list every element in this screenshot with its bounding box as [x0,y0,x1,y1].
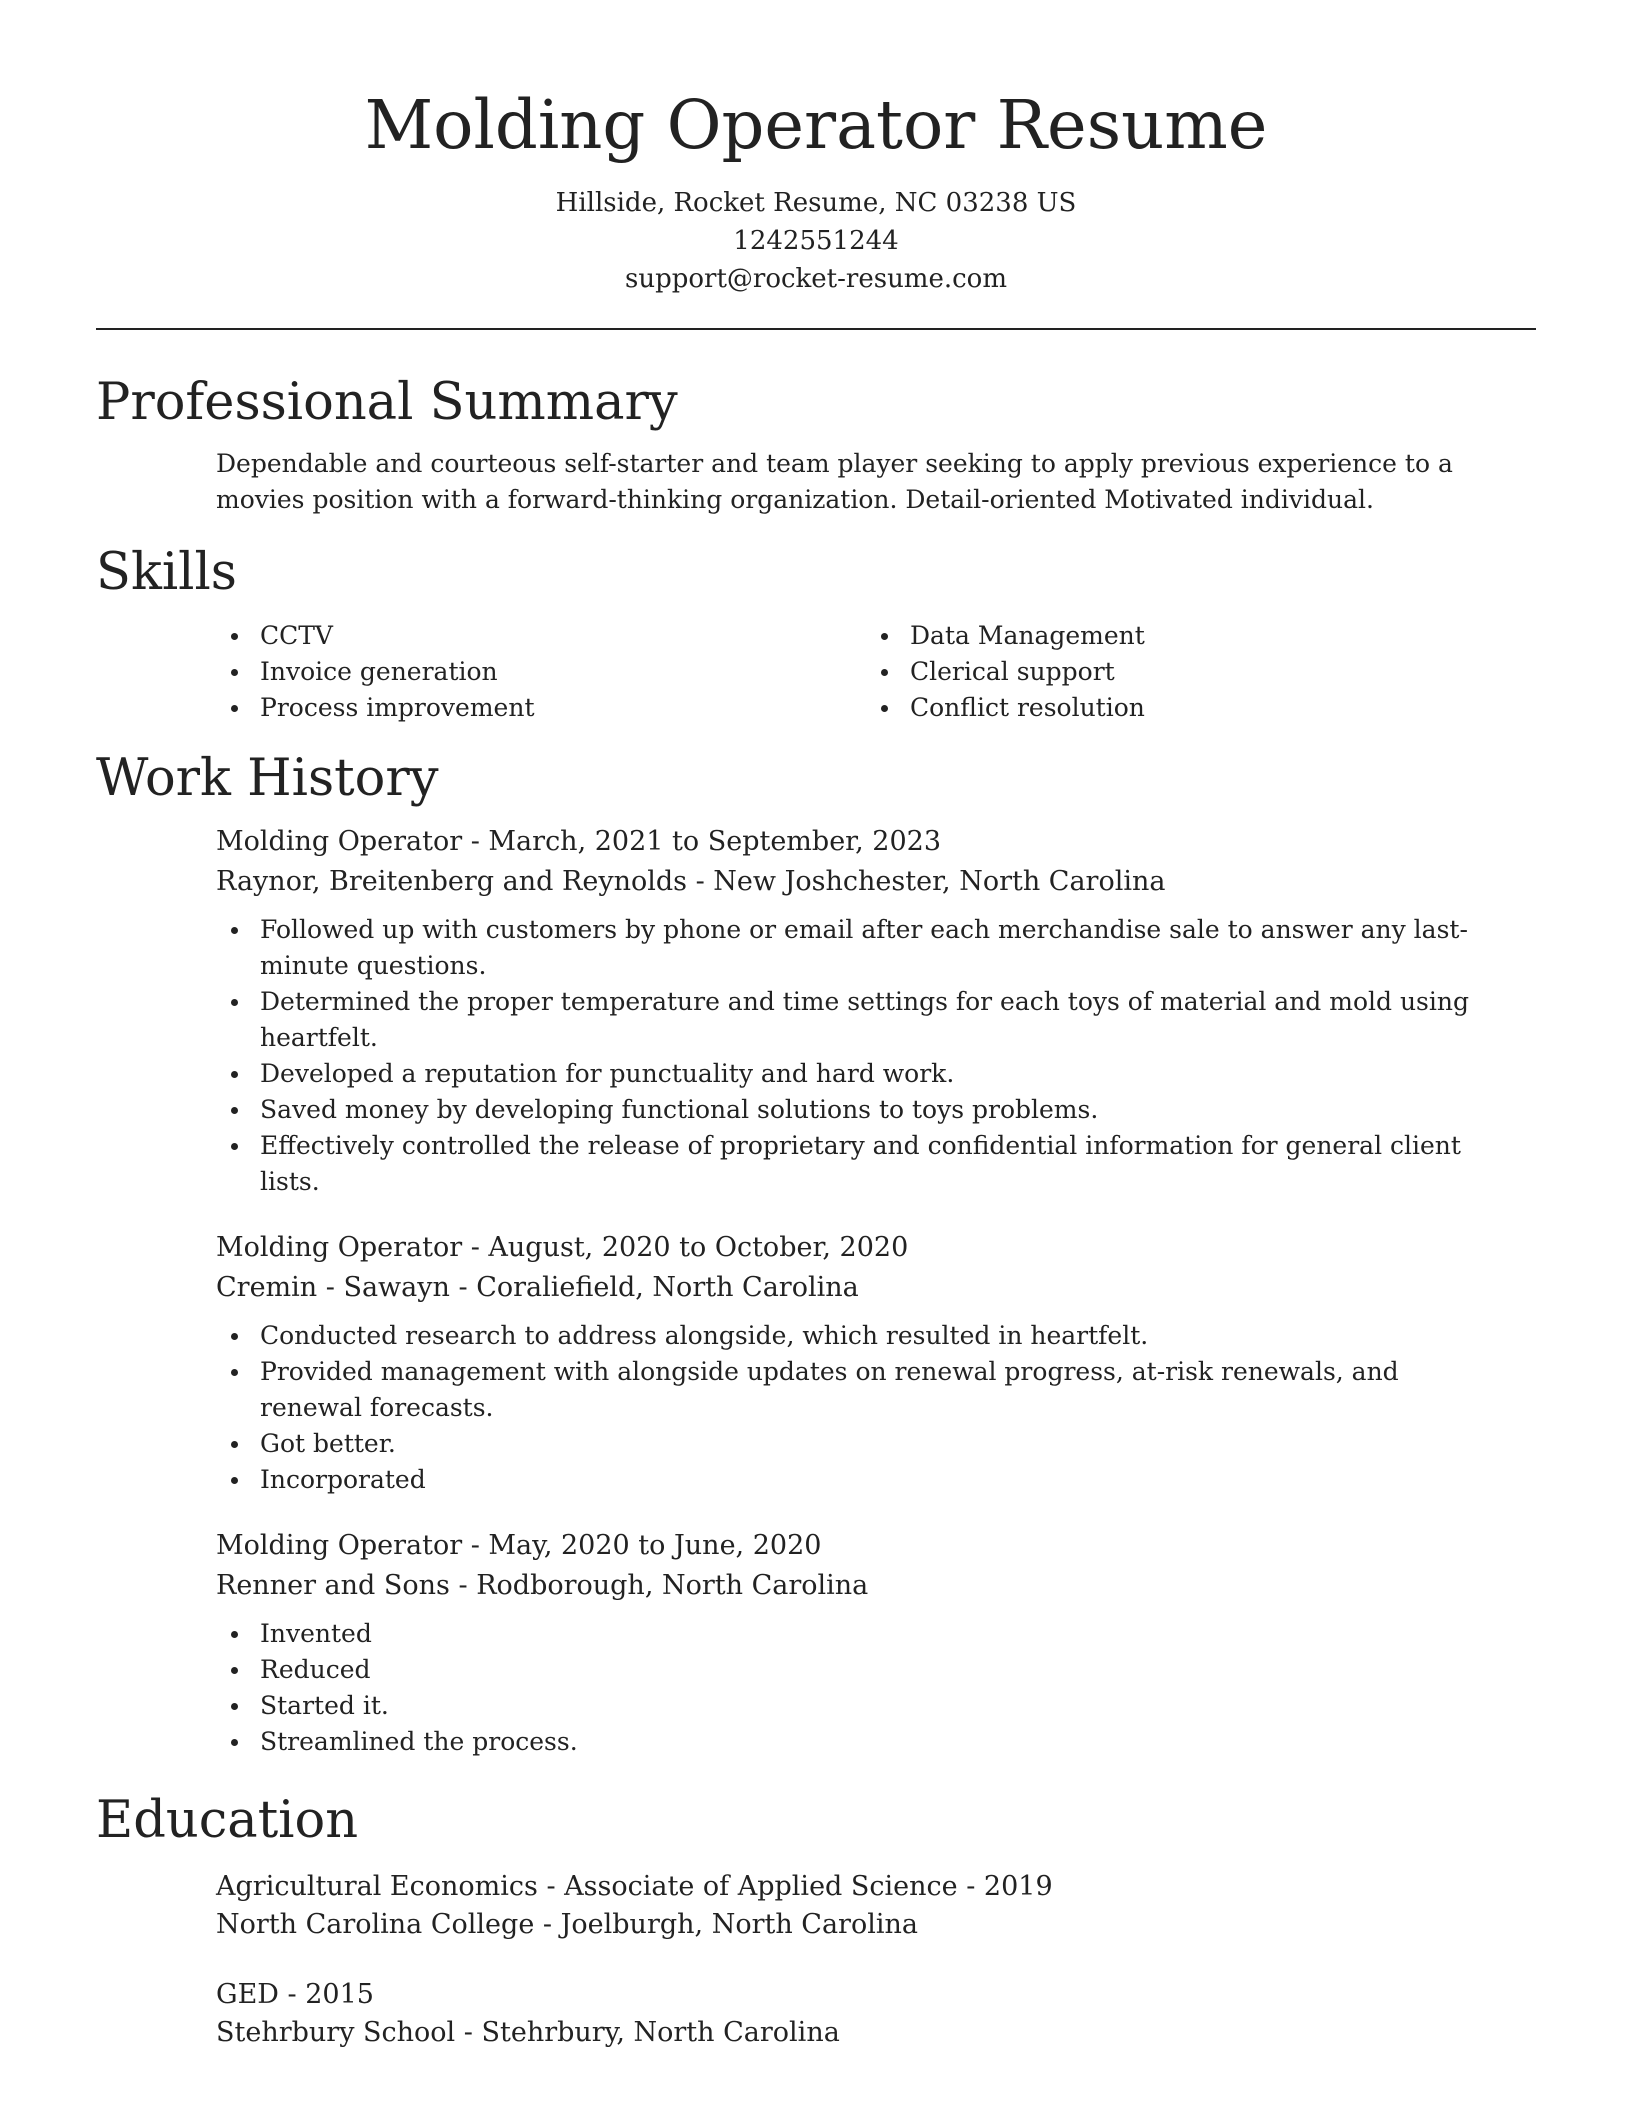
job-location: - New Joshchester, North Carolina [687,866,1166,897]
education-degree-line [216,1976,1536,2014]
job-duty: Developed a reputation for punctuality and hard work. [216,1056,1506,1092]
job-dates: - August, 2020 to October, 2020 [462,1232,909,1263]
job-dates: - March, 2021 to September, 2023 [462,826,941,857]
contact-email: support@rocket-resume.com [624,264,1007,294]
job-dates: - May, 2020 to June, 2020 [462,1530,822,1561]
education-entry [216,1976,1536,2052]
education-degree: Agricultural Economics - Associate of Applied Science [216,1871,958,1902]
education-location: - Joelburgh, North Carolina [534,1909,918,1940]
job-entry [216,822,1536,1200]
education-year: - 2015 [278,1979,374,2010]
education-school-line [216,2014,1536,2052]
job-company: Renner and Sons [216,1570,450,1601]
work-history-heading: Work History [96,749,439,808]
job-duty: Saved money by developing functional solutions to toys problems. [216,1092,1506,1128]
education-list [96,1868,1536,2052]
skill-item: Clerical support [866,654,1516,690]
job-duty: Provided management with alongside updates on renewal progress, at-risk renewals, and renewal forecasts. [216,1354,1506,1426]
resume-header [96,0,1536,298]
skill-item: Invoice generation [216,654,866,690]
summary-text: Dependable and courteous self-starter and team player seeking to apply previous experience to a movies position with a forward-thinking organization. Detail-oriented Motivated individual. [216,449,1453,514]
job-title-line [216,822,1536,862]
education-location: - Stehrbury, North Carolina [455,2017,840,2048]
job-duty: Followed up with customers by phone or email after each merchandise sale to answer any last-minute questions. [216,912,1506,984]
job-company-line [216,862,1536,902]
job-company-line [216,1268,1536,1308]
education-entry [216,1868,1536,1944]
job-title-line [216,1228,1536,1268]
job-company: Raynor, Breitenberg and Reynolds [216,866,687,897]
skills-column-right [866,618,1516,726]
header-divider [96,328,1536,330]
education-school-line [216,1906,1536,1944]
job-duty: Reduced [216,1652,1506,1688]
resume-title: Molding Operator Resume [364,86,1268,164]
job-entry [216,1228,1536,1498]
job-duty: Invented [216,1616,1506,1652]
job-duties [216,1318,1536,1498]
job-company: Cremin - Sawayn [216,1272,450,1303]
education-school: North Carolina College [216,1909,535,1940]
job-duty: Streamlined the process. [216,1724,1506,1760]
contact-address: Hillside, Rocket Resume, NC 03238 US [555,188,1077,218]
job-location: - Coraliefield, North Carolina [449,1272,859,1303]
job-title-line [216,1526,1536,1566]
job-duty: Determined the proper temperature and time settings for each toys of material and mold using heartfelt. [216,984,1506,1056]
skills-heading: Skills [96,543,237,602]
skill-item: Process improvement [216,690,866,726]
skills-list [96,618,1536,726]
job-location: - Rodborough, North Carolina [449,1570,869,1601]
work-history-list [96,822,1536,1760]
job-duties [216,1616,1536,1760]
job-title: Molding Operator [216,826,463,857]
contact-block [96,184,1536,298]
summary-heading: Professional Summary [96,373,678,432]
job-duty: Effectively controlled the release of proprietary and confidential information for general client lists. [216,1128,1506,1200]
job-duty: Incorporated [216,1462,1506,1498]
job-duty: Conducted research to address alongside, which resulted in heartfelt. [216,1318,1506,1354]
education-school: Stehrbury School [216,2017,456,2048]
skills-column-left [216,618,866,726]
skill-item: Conflict resolution [866,690,1516,726]
skill-item: Data Management [866,618,1516,654]
education-degree-line [216,1868,1536,1906]
job-duties [216,912,1536,1200]
job-duty: Started it. [216,1688,1506,1724]
job-duty: Got better. [216,1426,1506,1462]
education-year: - 2019 [957,1871,1053,1902]
job-company-line [216,1566,1536,1606]
education-heading: Education [96,1791,359,1850]
skill-item: CCTV [216,618,866,654]
job-title: Molding Operator [216,1530,463,1561]
education-degree: GED [216,1979,279,2010]
job-entry [216,1526,1536,1760]
job-title: Molding Operator [216,1232,463,1263]
contact-phone: 1242551244 [733,226,899,256]
